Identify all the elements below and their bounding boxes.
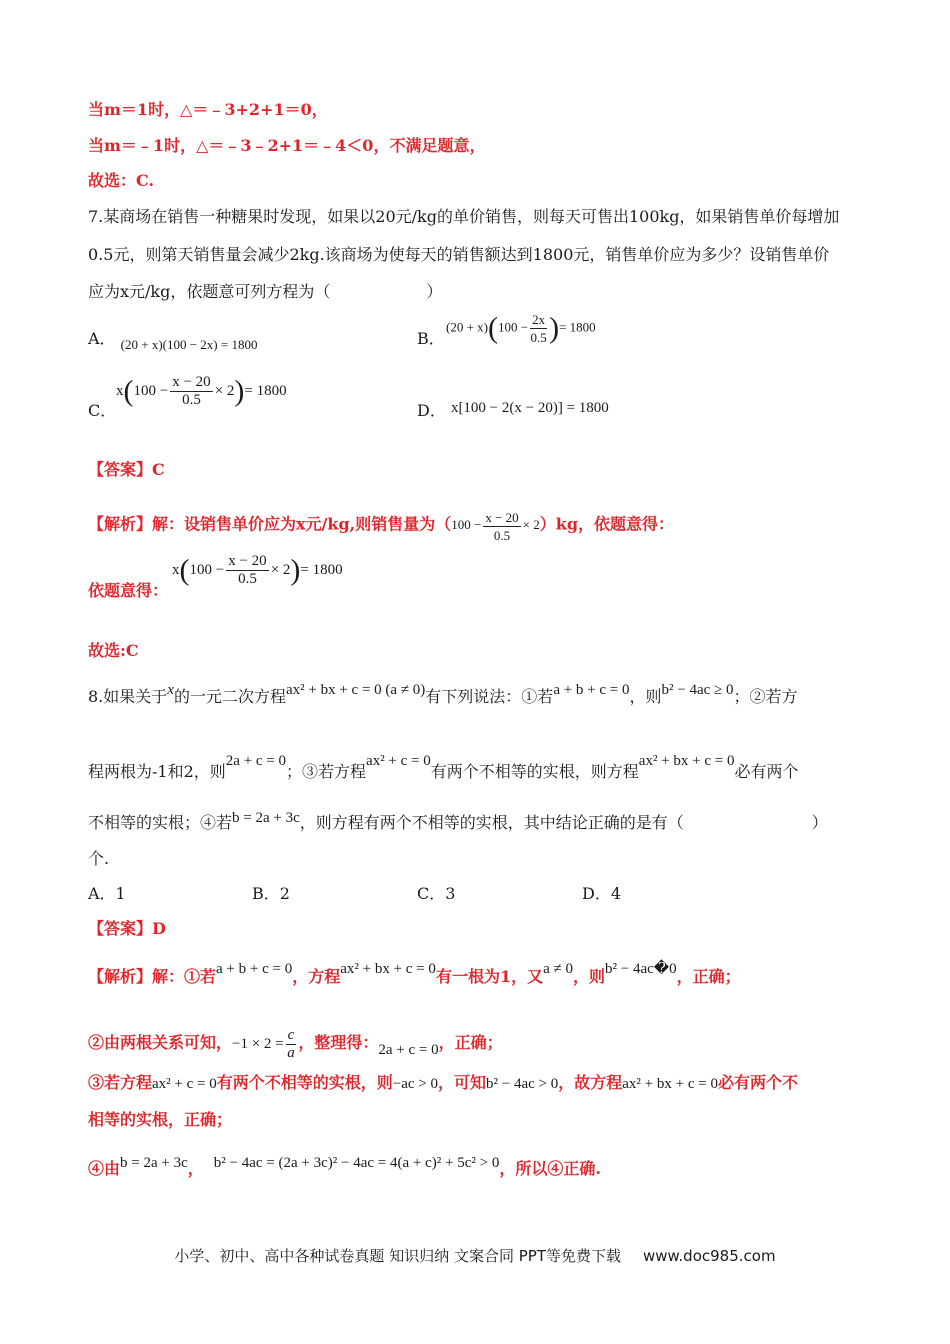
q7-option-c-fraction: $\frac{x - 20}{0.5}$ xyxy=(172,374,211,408)
q7-line3: 应为x元/kg，依题意可列方程为（ ） xyxy=(88,282,443,301)
q7-option-c xyxy=(88,400,116,422)
q7-option-a-label: A． xyxy=(88,329,116,348)
q7-line1: 7.某商场在销售一种糖果时发现，如果以20元/kg的单价销售，则每天可售出100kg，如果销售单价每增加 xyxy=(88,207,840,226)
q7-option-b-formula: (20 + x)(100 − $\frac{2x}{0.5}$ )= 1800 xyxy=(446,311,596,345)
q8-line3: 不相等的实根；④若b = 2a + 3c，则方程有两个不相等的实根，其中结论正确的是有（ ） xyxy=(88,810,828,832)
q7-option-b-pre: (20 + x) xyxy=(446,319,488,335)
q7-option-a xyxy=(88,328,257,351)
q8-line1: 8.如果关于x的一元二次方程ax² + bx + c = 0 (a ≠ 0)有下列说法：①若a + b + c = 0，则b² − 4ac ≥ 0；②若方 xyxy=(88,682,798,706)
q7-option-d-label: D． xyxy=(417,401,446,420)
q8-option-c: C．3 xyxy=(417,884,456,903)
q7-option-b xyxy=(417,328,445,350)
q7-analysis-formula: 100 − $\frac{x - 20}{0.5}$ × 2 xyxy=(451,510,540,543)
q7-option-b-fraction: $\frac{2x}{0.5}$ xyxy=(530,312,547,345)
q7-option-d xyxy=(417,400,609,423)
q7-line2: 0.5元，则第天销售量会减少2kg.该商场为使每天的销售额达到1800元，销售单价应为多少？设销售单价 xyxy=(88,245,830,264)
q7-option-c-label: C． xyxy=(88,401,117,420)
q7-option-d-formula: x[100 − 2(x − 20)] = 1800 xyxy=(450,400,609,416)
q8-analysis-1: 【解析】解：①若a + b + c = 0，方程ax² + bx + c = 0有一根为1，又a ≠ 0，则b² − 4ac�0，正确； xyxy=(88,961,741,986)
q7-conclusion: 故选:C xyxy=(88,641,139,660)
footer-url[interactable]: www.doc985.com xyxy=(642,1247,776,1265)
q8-option-d: D．4 xyxy=(582,884,622,903)
q7-option-b-post: = 1800 xyxy=(559,319,596,335)
sol6-line3: 故选：C. xyxy=(88,171,155,190)
q8-line2: 程两根为-1和2，则2a + c = 0；③若方程ax² + c = 0有两个不相等的实根，则方程ax² + bx + c = 0必有两个 xyxy=(88,753,799,781)
q7-option-a-formula: (20 + x)(100 − 2x) = 1800 xyxy=(120,337,258,352)
q7-option-b-label: B． xyxy=(417,329,445,348)
q7-equation: x(100 − $\frac{x - 20}{0.5}$ × 2)= 1800 xyxy=(172,553,343,587)
q8-option-b: B．2 xyxy=(252,884,290,903)
q7-analysis: 【解析】解：设销售单价应为x元/kg,则销售量为（100 − $\frac{x - 20}{0.5}$ × 2）kg，依题意得： xyxy=(88,510,675,543)
q7-option-c-formula: x(100 − $\frac{x - 20}{0.5}$ × 2)= 1800 xyxy=(116,374,287,408)
q8-line4: 个. xyxy=(88,849,110,868)
q7-eq-label: 依题意得： xyxy=(88,581,169,600)
q8-analysis-3: ③若方程ax² + c = 0有两个不相等的实根，则−ac > 0，可知b² − 4ac > 0，故方程ax² + bx + c = 0必有两个不 xyxy=(88,1073,798,1092)
q8-analysis-2-formula: −1 × 2 = $\frac{c}{a}$ xyxy=(232,1027,295,1061)
footer-text: 小学、初中、高中各种试卷真题 知识归纳 文案合同 PPT等免费下载 xyxy=(174,1247,621,1265)
q8-answer: 【答案】D xyxy=(88,919,166,938)
q8-analysis-2: ②由两根关系可知，−1 × 2 = $\frac{c}{a}$ ，整理得：2a + c = 0，正确； xyxy=(88,1027,503,1061)
q8-analysis-4: ④由b = 2a + 3c， b² − 4ac = (2a + 3c)² − 4ac = 4(a + c)² + 5c² > 0，所以④正确. xyxy=(88,1155,601,1178)
sol6-line1: 当m＝1时，△＝﹣3+2+1＝0， xyxy=(88,100,328,119)
sol6-line2: 当m＝﹣1时，△＝﹣3﹣2+1＝﹣4＜0，不满足题意， xyxy=(88,136,486,155)
q8-analysis-3-line2: 相等的实根，正确； xyxy=(88,1110,233,1129)
q7-option-b-mid: 100 − xyxy=(498,319,529,335)
q7-answer: 【答案】C xyxy=(88,460,165,479)
q8-option-a: A．1 xyxy=(88,884,126,903)
page-footer xyxy=(0,1245,950,1266)
